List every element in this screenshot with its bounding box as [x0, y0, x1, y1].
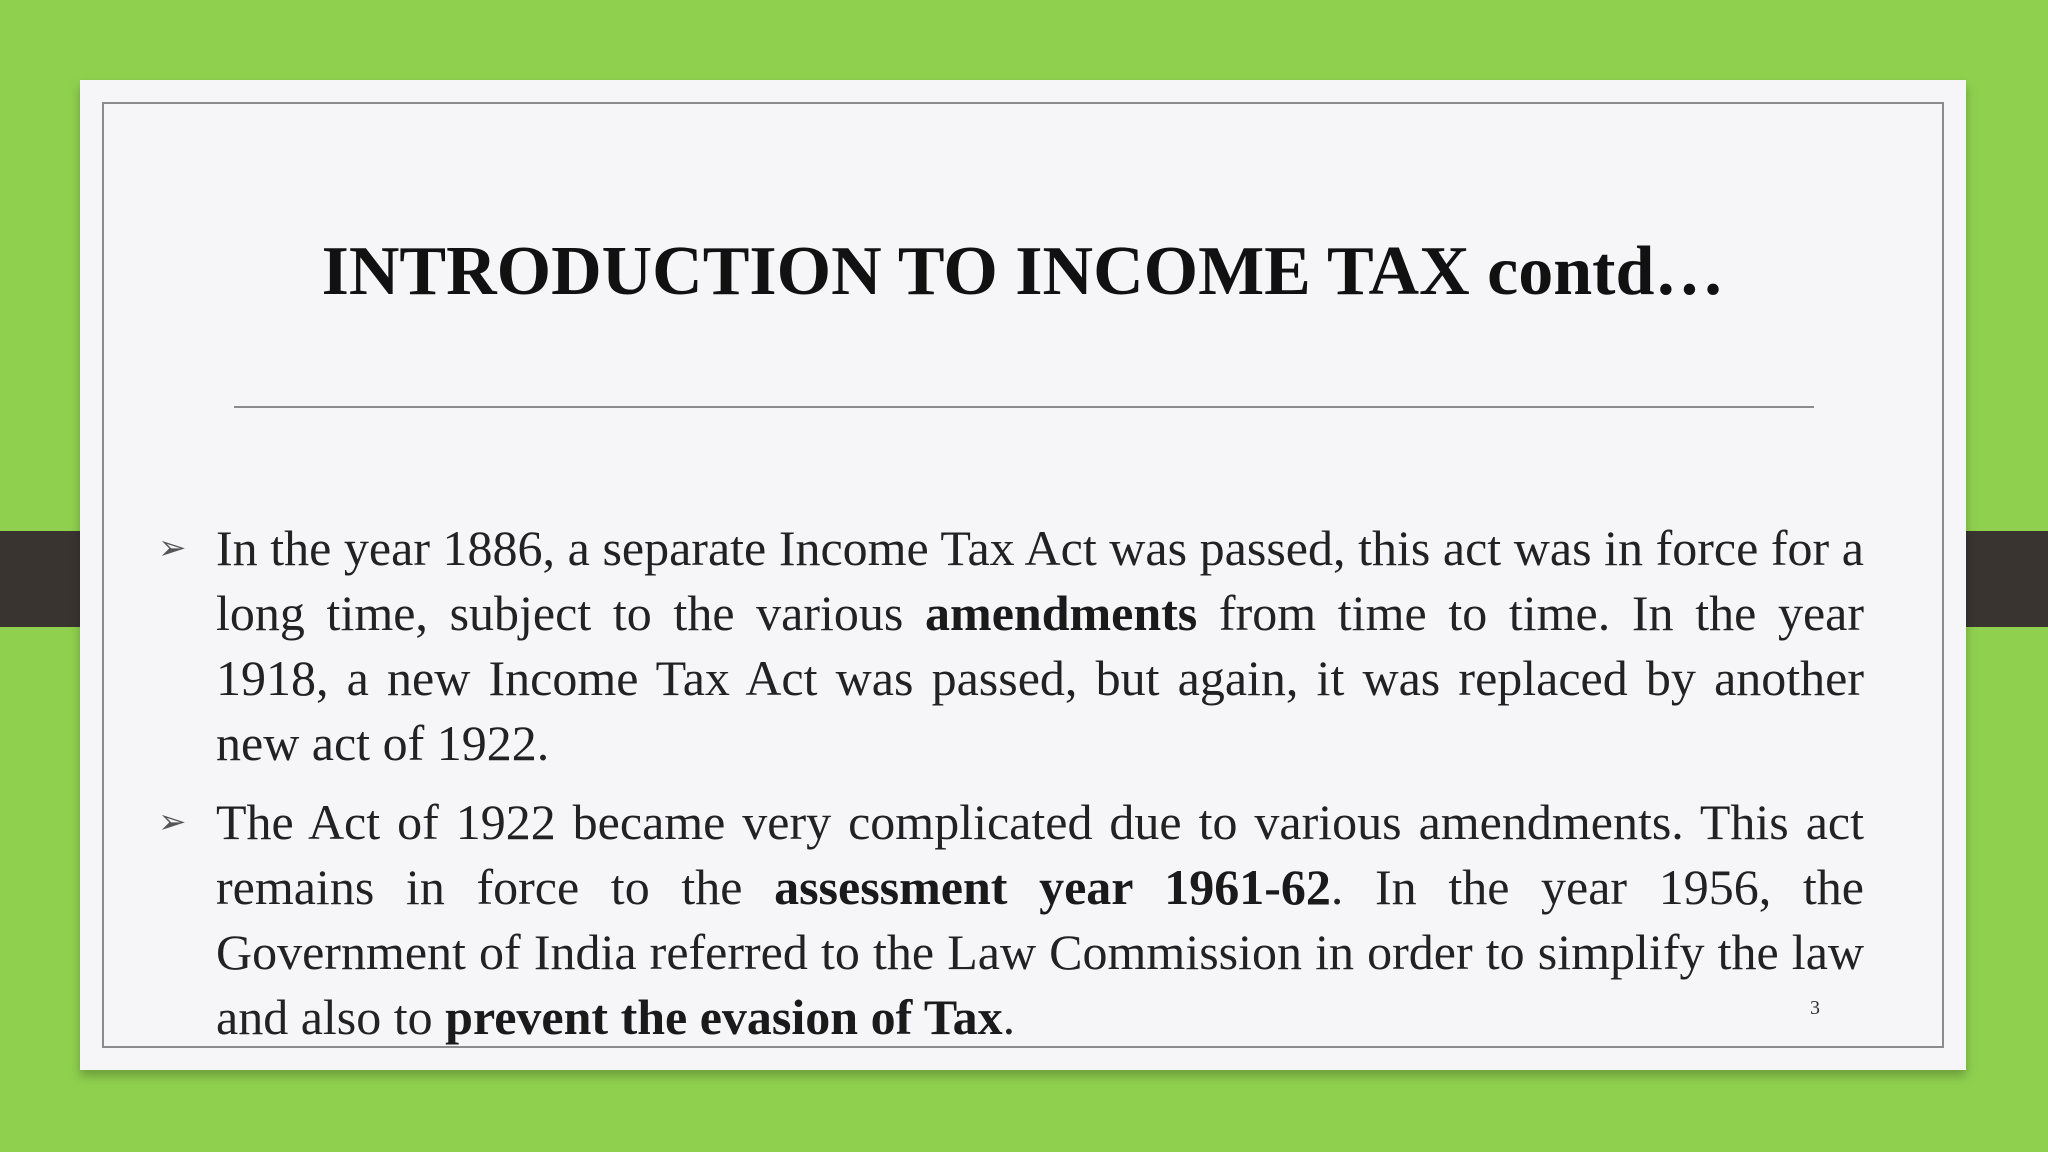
bullet-item-1: [158, 516, 1864, 776]
bullet-2-text: The Act of 1922 became very complicated due to various amendments. This act remains in force to the: [216, 794, 1864, 915]
bullet-list: [158, 516, 1864, 1064]
bullet-1-text: In the year 1886, a separate Income Tax Act was passed, this act was in force for a long time, subject to the various: [216, 520, 1864, 641]
bullet-1-bold-amendments: amendments: [925, 585, 1198, 641]
bullet-2-text-end: .: [1002, 989, 1016, 1045]
bullet-item-2: [158, 790, 1864, 1050]
title-divider: [234, 406, 1814, 408]
arrow-bullet-icon: ➢: [158, 528, 187, 568]
page-number: 3: [1810, 997, 1820, 1019]
arrow-bullet-icon: ➢: [158, 802, 187, 842]
slide: [80, 80, 1966, 1070]
bullet-2-bold-assessment-year: assessment year 1961-62: [774, 859, 1331, 915]
bullet-2-text-continued: . In the year 1956, the Government of India referred to the Law Commission in order to simplify the law and also to: [216, 859, 1864, 1045]
slide-title: INTRODUCTION TO INCOME TAX contd…: [321, 233, 1725, 310]
bullet-2-bold-prevent-evasion: prevent the evasion of Tax: [445, 989, 1003, 1045]
bullet-1-text-continued: from time to time. In the year 1918, a new Income Tax Act was passed, but again, it was replaced by another new act of 1922.: [216, 585, 1864, 771]
